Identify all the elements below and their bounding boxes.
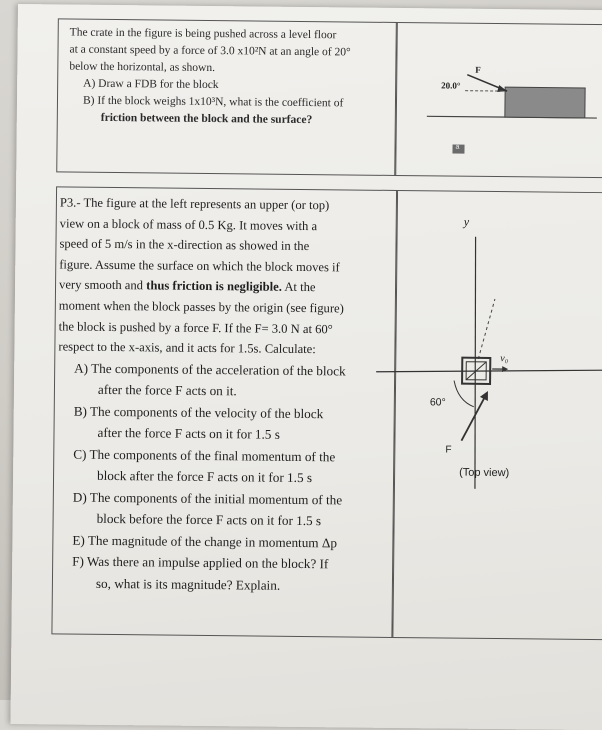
text-segment: very smooth and bbox=[59, 278, 143, 293]
question-item: A) The components of the acceleration of the block bbox=[58, 357, 388, 382]
force-label: F bbox=[475, 65, 481, 75]
question-item-cont: block before the force F acts on it for 1.5 s bbox=[57, 508, 387, 533]
question-item: D) The components of the initial momentum of the bbox=[57, 486, 387, 511]
problem-line: view on a block of mass of 0.5 Kg. It moves with a bbox=[60, 213, 390, 237]
question-item: B) The components of the velocity of the block bbox=[58, 400, 388, 425]
question-item: C) The components of the final momentum of the bbox=[57, 443, 387, 468]
problem-item: A) Draw a FDB for the block bbox=[69, 76, 389, 96]
problem-line: respect to the x-axis, and it acts for 1.5s. Calculate: bbox=[58, 337, 388, 361]
angle-label: 60° bbox=[430, 396, 446, 408]
velocity-label: v₀ bbox=[500, 353, 508, 364]
block-tag-label: a bbox=[455, 144, 459, 151]
x-axis bbox=[376, 368, 602, 374]
problem-line: below the horizontal, as shown. bbox=[69, 59, 389, 79]
text-segment: At the bbox=[284, 280, 315, 294]
y-axis bbox=[473, 237, 478, 489]
y-axis-label: y bbox=[464, 215, 469, 230]
question-item-cont: block after the force F acts on it for 1.5 s bbox=[57, 465, 387, 490]
top-view-figure bbox=[18, 4, 602, 10]
force-label: F bbox=[445, 444, 451, 455]
problem-item: friction between the block and the surface? bbox=[69, 110, 389, 130]
problem-line: figure. Assume the surface on which the block moves if bbox=[59, 254, 389, 278]
question-item-cont: after the force F acts on it for 1.5 s bbox=[57, 422, 387, 447]
problem-line: the block is pushed by a force F. If the F= 3.0 N at 60° bbox=[59, 316, 389, 340]
question-item: E) The magnitude of the change in momentum Δp bbox=[56, 529, 386, 554]
problem-line: The crate in the figure is being pushed across a level floor bbox=[70, 25, 390, 45]
dashed-path bbox=[478, 299, 495, 359]
emphasis-text: thus friction is negligible. bbox=[146, 279, 282, 294]
problem-line: moment when the block passes by the origin (see figure) bbox=[59, 295, 389, 319]
problem-line: speed of 5 m/s in the x-direction as showed in the bbox=[59, 234, 389, 258]
worksheet-page bbox=[10, 4, 602, 730]
question-item-cont: after the force F acts on it. bbox=[58, 379, 388, 404]
problem-line: at a constant speed by a force of 3.0 x10²N at an angle of 20° bbox=[69, 42, 389, 62]
top-view-caption: (Top view) bbox=[459, 467, 509, 480]
question-item-cont: so, what is its magnitude? Explain. bbox=[56, 572, 386, 597]
problem-line: P3.- The figure at the left represents an upper (or top) bbox=[60, 192, 390, 216]
angle-label: 20.0° bbox=[441, 80, 460, 90]
problem-item: B) If the block weighs 1x10³N, what is the coefficient of bbox=[69, 93, 389, 113]
question-item: F) Was there an impulse applied on the block? If bbox=[56, 551, 386, 576]
